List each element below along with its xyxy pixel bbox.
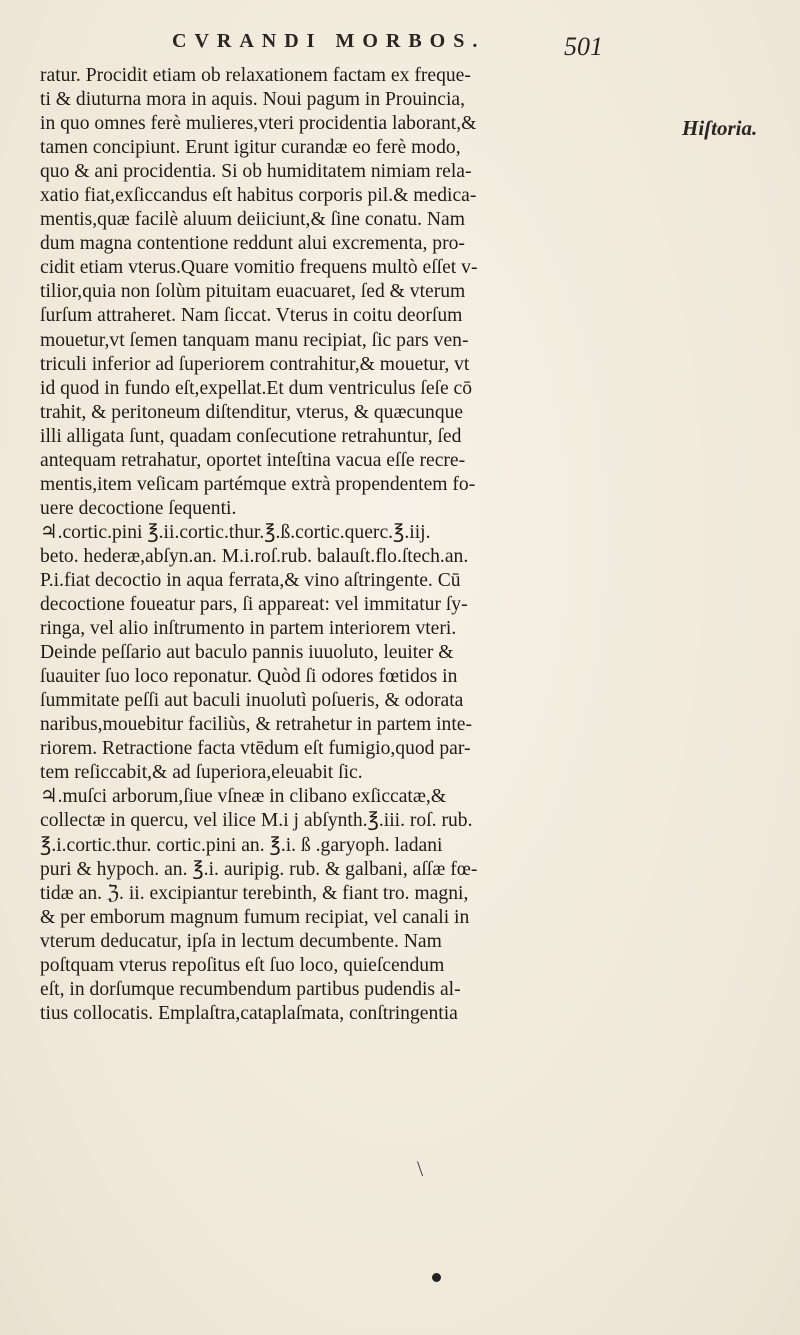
- text-line: & per emborum magnum fumum recipiat, vel canali in: [40, 906, 470, 928]
- text-line: trahit, & peritoneum diſtenditur, vterus, & quæcunque: [40, 401, 464, 423]
- text-line: dum magna contentione reddunt alui excrementa, pro-: [40, 233, 465, 255]
- text-line: ſummitate peſſi aut baculi inuolutì poſueris, & odorata: [40, 690, 464, 712]
- recipe-line: collectæ in quercu, vel ilice M.i j abſynth.℥.iii. roſ. rub.: [40, 810, 473, 832]
- text-line: cidit etiam vterus.Quare vomitio frequens multò eſſet v-: [40, 257, 478, 279]
- text-line: mouetur,vt ſemen tanquam manu recipiat, ſic pars ven-: [40, 329, 469, 351]
- text-line: id quod in fundo eſt,expellat.Et dum ventriculus ſeſe cō: [40, 377, 473, 399]
- text-line: illi alligata ſunt, quadam conſecutione retrahuntur, ſed: [40, 425, 462, 447]
- text-line: quo & ani procidentia. Si ob humiditatem nimiam rela-: [40, 161, 472, 183]
- text-line: naribus,mouebitur faciliùs, & retrahetur in partem inte-: [40, 714, 473, 736]
- text-line: xatio fiat,exſiccandus eſt habitus corporis pil.& medica-: [40, 185, 477, 207]
- text-line: ringa, vel alio inſtrumento in partem interiorem vteri.: [40, 618, 457, 640]
- recipe-line: tidæ an. ℨ. ii. excipiantur terebinth, & fiant tro. magni,: [40, 882, 469, 904]
- text-line: vterum deducatur, ipſa in lectum decumbente. Nam: [40, 930, 442, 952]
- body-text: [40, 64, 675, 1026]
- recipe-line: ♃.muſci arborum,ſiue vſneæ in clibano exſiccatæ,&: [40, 786, 447, 808]
- text-line: tilior,quia non ſolùm pituitam euacuaret, ſed & vterum: [40, 281, 466, 303]
- page-number: 501: [564, 32, 603, 61]
- text-line: antequam retrahatur, oportet inteſtina vacua eſſe recre-: [40, 449, 466, 471]
- text-line: ſuauiter ſuo loco reponatur. Quòd ſi odores fœtidos in: [40, 666, 458, 688]
- text-line: mentis,quæ facilè aluum deiiciunt,& ſine conatu. Nam: [40, 209, 465, 231]
- text-line: triculi inferior ad ſuperiorem contrahitur,& mouetur, vt: [40, 353, 470, 375]
- text-line: riorem. Retractione facta vtēdum eſt fumigio,quod par-: [40, 738, 471, 760]
- text-line: tius collocatis. Emplaſtra,cataplaſmata, conſtringentia: [40, 1002, 458, 1024]
- text-line: uere decoctione ſequenti.: [40, 497, 237, 519]
- running-head-title: CVRANDI MORBOS.: [172, 30, 486, 52]
- text-line: ratur. Procidit etiam ob relaxationem factam ex freque-: [40, 65, 471, 86]
- text-line: eſt, in dorſumque recumbendum partibus pudendis al-: [40, 978, 461, 1000]
- text-line: decoctione foueatur pars, ſi appareat: vel immitatur ſy-: [40, 594, 468, 616]
- text-line: tem reſiccabit,& ad ſuperiora,eleuabit ſic.: [40, 762, 363, 784]
- recipe-line: beto. hederæ,abſyn.an. M.i.roſ.rub. balauſt.flo.ſtech.an.: [40, 545, 469, 567]
- text-line: in quo omnes ferè mulieres,vteri procidentia laborant,&: [40, 113, 477, 135]
- text-line: ſurſum attraheret. Nam ſiccat. Vterus in coitu deorſum: [40, 305, 463, 327]
- marginal-note: Hiſtoria.: [682, 116, 758, 140]
- text-line: P.i.fiat decoctio in aqua ferrata,& vino aſtringente. Cū: [40, 569, 461, 591]
- text-line: mentis,item veſicam partémque extrà propendentem fo-: [40, 473, 476, 495]
- recipe-line: ℥.i.cortic.thur. cortic.pini an. ℥.i. ß .garyoph. ladani: [40, 834, 443, 856]
- ink-dot: [432, 1273, 441, 1282]
- text-line: tamen concipiunt. Erunt igitur curandæ eo ferè modo,: [40, 137, 461, 159]
- text-line: ti & diuturna mora in aquis. Noui pagum in Prouincia,: [40, 89, 466, 111]
- bottom-slash-mark: \: [417, 1156, 424, 1181]
- recipe-line: puri & hypoch. an. ℥.i. auripig. rub. & galbani, aſſæ fœ-: [40, 858, 478, 880]
- text-line: poſtquam vterus repoſitus eſt ſuo loco, quieſcendum: [40, 954, 445, 976]
- recipe-line: ♃.cortic.pini ℥.ii.cortic.thur.℥.ß.cortic.querc.℥.iij.: [40, 521, 431, 543]
- text-line: Deinde peſſario aut baculo pannis iuuoluto, leuiter &: [40, 642, 454, 664]
